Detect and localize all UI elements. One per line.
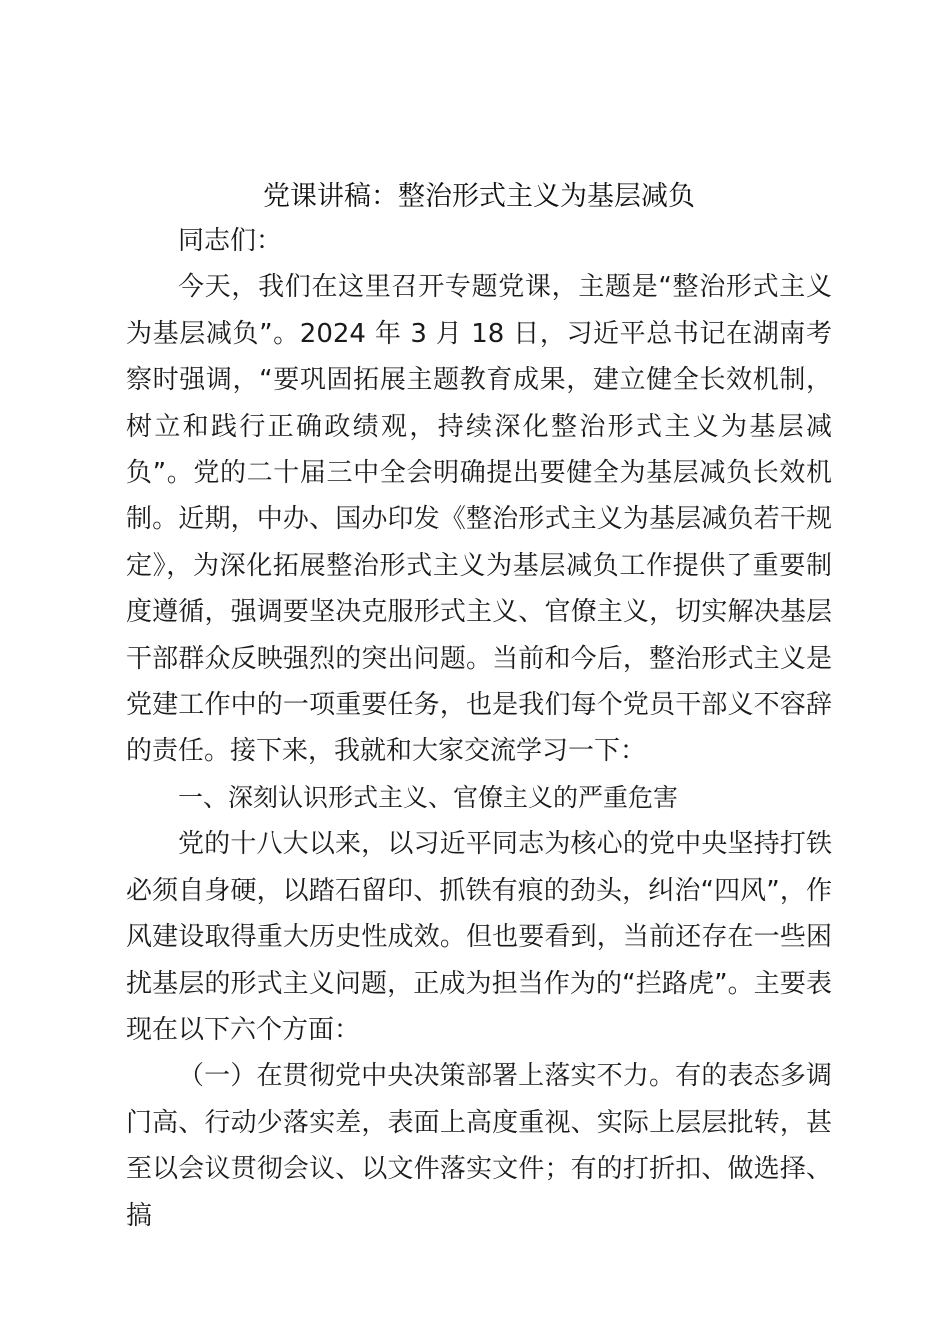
document-title: 党课讲稿：整治形式主义为基层减负 [263,181,695,212]
document-body [126,170,832,1239]
salutation: 同志们： [178,226,283,256]
section-heading: 一、深刻认识形式主义、官僚主义的严重危害 [178,782,679,812]
section-paragraph-1: 党的十八大以来，以习近平同志为核心的党中央坚持打铁必须自身硬，以踏石留印、抓铁有痕的劲头，纠治“四风”，作风建设取得重大历史性成效。但也要看到，当前还存在一些困扰基层的形式主义问题，正成为担当作为的“拦路虎”。主要表现在以下六个方面： [126,829,832,1045]
section-paragraph-2: （一）在贯彻党中央决策部署上落实不力。有的表态多调门高、行动少落实差，表面上高度重视、实际上层层批转，甚至以会议贯彻会议、以文件落实文件；有的打折扣、做选择、搞 [126,1061,832,1231]
intro-paragraph: 今天，我们在这里召开专题党课，主题是“整治形式主义为基层减负”。2024 年 3 月 18 日，习近平总书记在湖南考察时强调，“要巩固拓展主题教育成果，建立健全长效机制，树立和践行正确政绩观，持续深化整治形式主义为基层减负”。党的二十届三中全会明确提出要健全为基层减负长效机制。近期，中办、国办印发《整治形式主义为基层减负若干规定》，为深化拓展整治形式主义为基层减负工作提供了重要制度遵循，强调要坚决克服形式主义、官僚主义，切实解决基层干部群众反映强烈的突出问题。当前和今后，整治形式主义是党建工作中的一项重要任务，也是我们每个党员干部义不容辞的责任。接下来，我就和大家交流学习一下： [126,272,832,767]
